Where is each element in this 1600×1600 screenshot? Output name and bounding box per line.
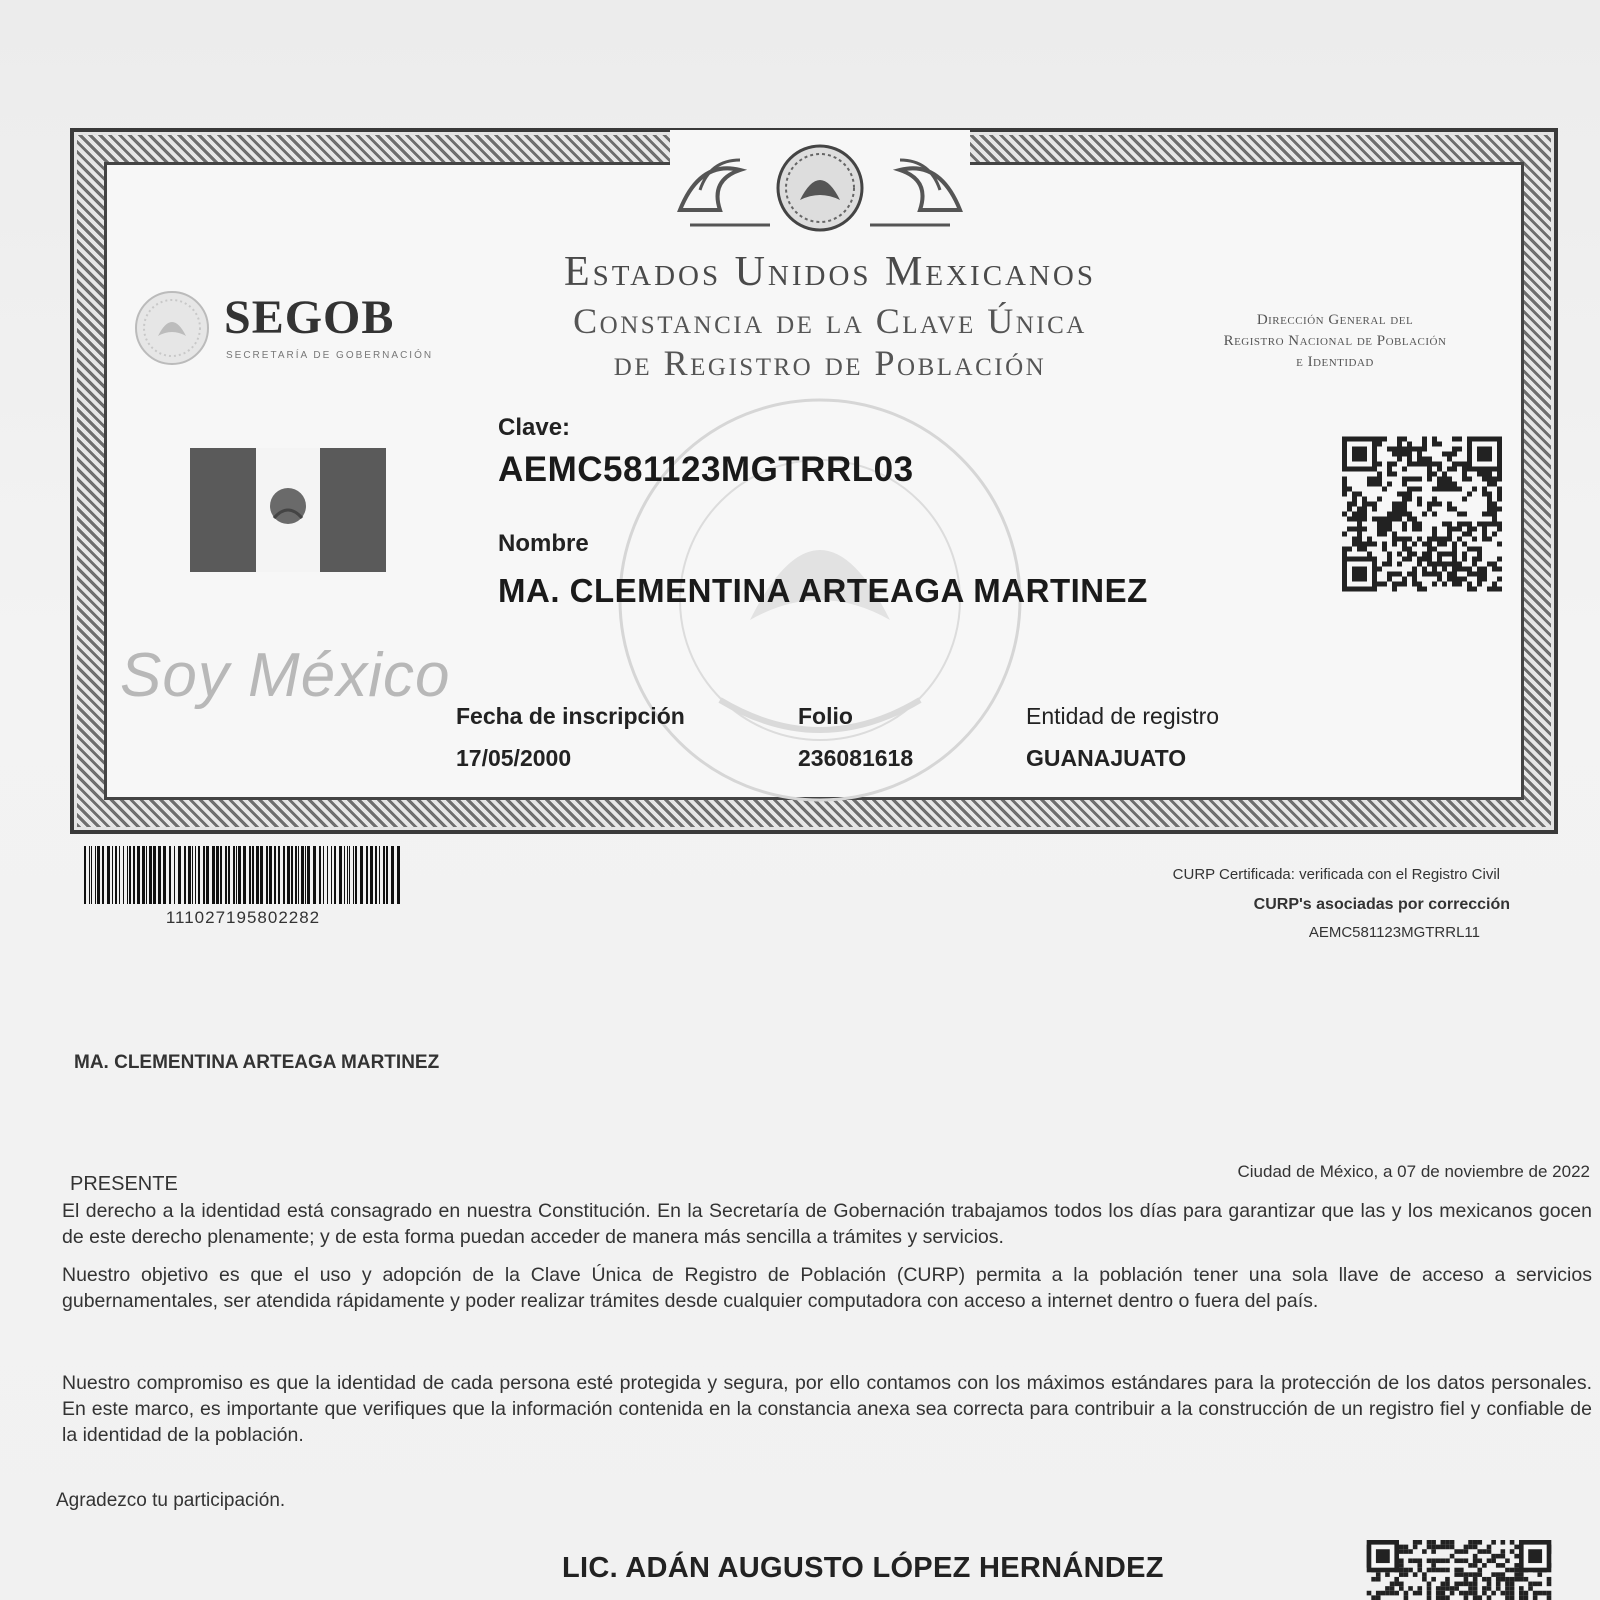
associated-curp-label: CURP's asociadas por corrección [1253,896,1510,913]
document-title-line2: de Registro de Población [613,343,1047,383]
barcode-icon [84,846,402,904]
letter-recipient: MA. CLEMENTINA ARTEAGA MARTINEZ [74,1052,440,1073]
letter-paragraph-2: Nuestro objetivo es que el uso y adopción de la Clave Única de Registro de Población (CURP) permita a la población tener una sola llave de acceso a servicios gubernamentales, ser atendida rápidamente y poder realizar trámites desde cualquier computadora con acceso a internet dentro o fuera del país. [62,1264,1592,1312]
folio-value: 236081618 [798,745,914,771]
directorate-line1: Dirección General del [1256,312,1414,328]
directorate-text [1170,310,1500,373]
nombre-value: MA. CLEMENTINA ARTEAGA MARTINEZ [498,572,1148,609]
slogan: Soy México [120,641,451,710]
qr-code-bottom-icon [1366,1540,1552,1600]
fecha-label: Fecha de inscripción [456,703,685,729]
national-coat-of-arms-icon [670,130,970,240]
letter-paragraph-3: Nuestro compromiso es que la identidad de cada persona esté protegida y segura, por ello contamos con los máximos estándares para la protección de los datos personales. En este marco, es importante que verifiques que la información contenida en la constancia anexa sea correcta para contribuir a la construcción de un registro fiel y confiable de la identidad de la población. [62,1372,1592,1446]
qr-code-icon [1342,436,1502,592]
country-title: Estados Unidos Mexicanos [563,249,1097,295]
letter-city-date: Ciudad de México, a 07 de noviembre de 2022 [1237,1162,1590,1181]
document-title-line1: Constancia de la Clave Única [573,301,1087,341]
agency-name: SEGOB [224,291,395,344]
clave-label: Clave: [498,414,571,441]
associated-curp-value: AEMC581123MGTRRL11 [1308,924,1480,941]
barcode-number: 111027195802282 [165,908,321,927]
clave-value: AEMC581123MGTRRL03 [498,450,914,489]
letter-greeting: PRESENTE [70,1173,178,1195]
certification-text: CURP Certificada: verificada con el Registro Civil [1172,866,1500,883]
entidad-label: Entidad de registro [1026,703,1220,729]
segob-seal-icon [132,288,212,368]
agency-subtitle: SECRETARÍA DE GOBERNACIÓN [226,350,434,361]
document-title [420,300,1240,384]
entidad-value: GUANAJUATO [1026,745,1187,771]
nombre-label: Nombre [498,530,589,557]
directorate-line3: e Identidad [1296,354,1374,370]
mexican-flag-icon [190,448,386,572]
letter-signer: LIC. ADÁN AUGUSTO LÓPEZ HERNÁNDEZ [562,1552,1164,1584]
letter-paragraph-1: El derecho a la identidad está consagrado en nuestra Constitución. En la Secretaría de Gobernación trabajamos todos los días para garantizar que las y los mexicanos gocen de este derecho plenamente; y de esta forma puedan acceder de manera más sencilla a trámites y servicios. [62,1200,1592,1248]
fecha-value: 17/05/2000 [456,745,572,771]
letter-closing: Agradezco tu participación. [56,1490,286,1511]
directorate-line2: Registro Nacional de Población [1223,333,1447,349]
folio-label: Folio [798,703,853,729]
